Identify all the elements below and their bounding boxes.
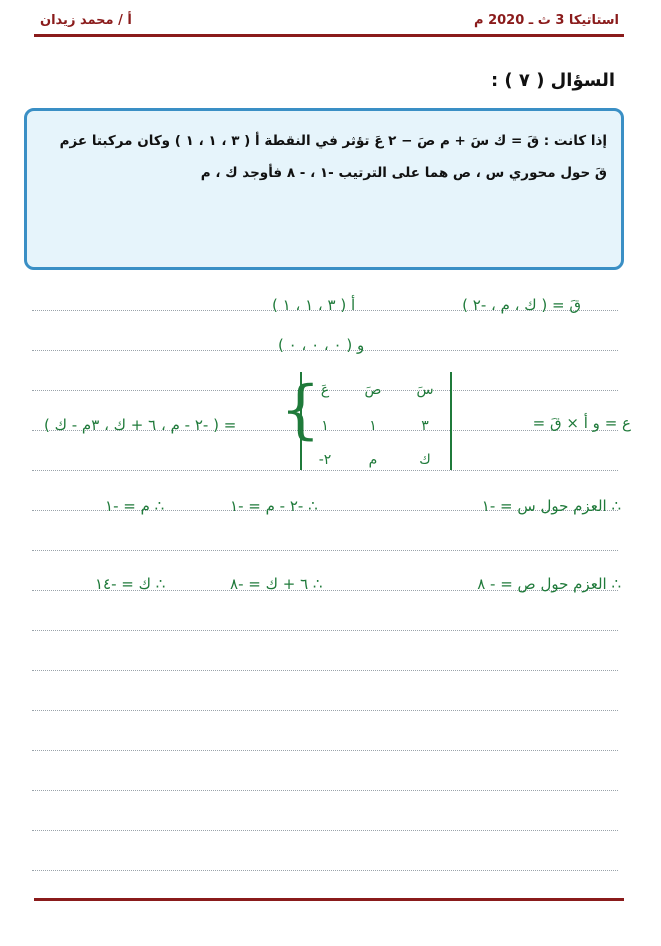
footer-divider [34,898,624,901]
ruled-line [32,710,618,711]
point-a: أ ( ٣ ، ١ ، ١ ) [272,296,356,314]
ruled-line [32,550,618,551]
m-value: ∴ م = -١ [105,497,165,515]
moment-result: = ( -٢ - م ، ٦ + ك ، ٣م - ك ) [44,416,237,434]
det-cell: م [368,452,378,468]
det-cell: -٢ [318,452,332,468]
question-line-1: إذا كانت : قَ = ك سَ + م صَ − ٢ عَ تؤثر في النقطة أ ( ٣ ، ١ ، ١ ) وكان مركبتا عزم [59,133,607,149]
ruled-line [32,470,618,471]
det-header: صَ [364,382,382,398]
course-header: استاتيكا 3 ث ـ 2020 م [474,13,619,28]
det-header: عَ [320,382,330,398]
question-title: السؤال ( ٧ ) : [490,70,615,91]
det-cell: ٣ [421,418,429,434]
det-cell: ١ [321,418,329,434]
teacher-name: أ / محمد زيدان [40,13,132,28]
moment-y-statement: ∴ العزم حول ص = - ٨ [477,575,621,593]
moment-lhs: ع = و أ × قَ = [532,414,631,432]
k-value: ∴ ك = -١٤ [95,575,166,593]
ruled-line [32,790,618,791]
moment-x-equation: ∴ -٢ - م = -١ [230,497,318,515]
header-divider [34,34,624,37]
ruled-line [32,630,618,631]
question-box [24,108,624,270]
origin-point: و ( ٠ ، ٠ ، ٠ ) [278,336,365,354]
ruled-line [32,670,618,671]
force-vector: قَ = ( ك ، م ، -٢ ) [462,296,581,314]
det-cell: ك [419,452,431,468]
det-cell: ١ [369,418,377,434]
ruled-line [32,750,618,751]
determinant-bar-right [450,372,452,470]
ruled-line [32,870,618,871]
moment-y-equation: ∴ ٦ + ك = -٨ [230,575,323,593]
question-line-2: قَ حول محوري س ، ص هما على الترتيب -١ ، - ٨ فأوجد ك ، م [200,165,607,181]
determinant-brace: { [280,373,321,447]
det-header: سَ [416,382,434,398]
moment-x-statement: ∴ العزم حول س = -١ [481,497,621,515]
ruled-line [32,830,618,831]
